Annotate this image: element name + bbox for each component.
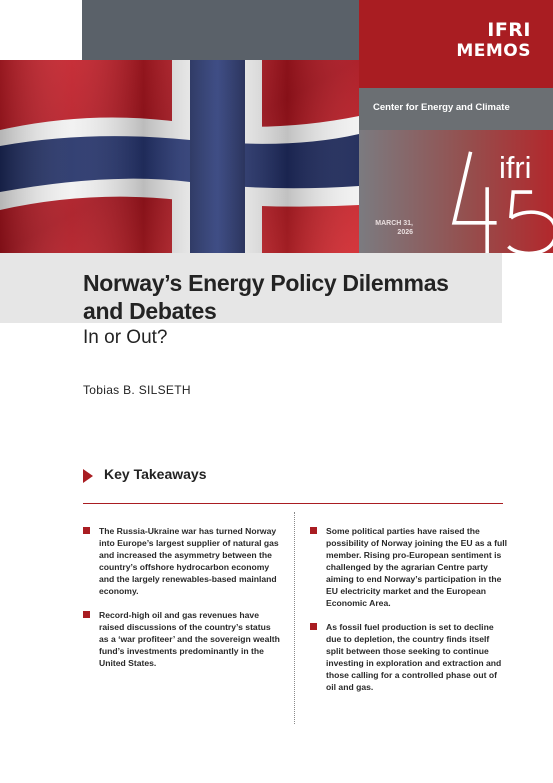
takeaway-text: The Russia-Ukraine war has turned Norway into Europe’s largest supplier of natural gas and increased the asymmetry between the country’s offshore hydrocarbon economy and the largely renewables-based mainland economy. [99, 526, 279, 596]
column-divider [294, 512, 295, 724]
page-subtitle: In or Out? [83, 327, 168, 348]
bullet-square-icon [83, 611, 90, 618]
takeaway-item [83, 525, 281, 597]
takeaway-text: As fossil fuel production is set to decline due to depletion, the country finds itself split between those seeking to continue investing in exploration and extraction and those calling for a controlled phase out of oil and gas. [326, 622, 502, 692]
ifri-45-logo [415, 140, 532, 244]
key-takeaways-rule [83, 503, 503, 504]
takeaways-right-column [310, 525, 508, 705]
center-banner [359, 88, 553, 130]
page-title: Norway’s Energy Policy Dilemmas and Debates [83, 270, 449, 324]
key-takeaways-title: Key Takeaways [104, 466, 207, 482]
brand-ifri: IFRI [487, 19, 531, 41]
ifri-45-logo-graphic [415, 140, 553, 253]
date-line1: MARCH 31, [375, 220, 413, 227]
takeaway-item [310, 621, 508, 693]
arrow-right-icon [83, 469, 93, 483]
takeaways-left-column [83, 525, 281, 681]
publication-date [359, 219, 413, 237]
date-line2: 2026 [397, 229, 413, 236]
brand-memos: MEMOS [456, 41, 531, 61]
bullet-square-icon [83, 527, 90, 534]
header-grey-block [82, 0, 359, 60]
norway-flag-graphic [0, 60, 359, 253]
takeaway-text: Record-high oil and gas revenues have raised discussions of the country’s status as a ‘war profiteer’ and the sovereign wealth fund’s investments predominantly in the United States. [99, 610, 280, 668]
ifri-memos-banner [359, 0, 553, 88]
takeaway-text: Some political parties have raised the possibility of Norway joining the EU as a full member. Rising pro-European sentiment is challenged by the agrarian Centre party aiming to end Norway’s participation in the EU electricity market and the European Economic Area. [326, 526, 507, 608]
center-label: Center for Energy and Climate [373, 102, 510, 113]
norway-flag-image [0, 60, 359, 253]
logo-ifri-text: ifri [498, 149, 532, 185]
takeaway-item [83, 609, 281, 669]
author-name: Tobias B. SILSETH [83, 383, 191, 397]
bullet-square-icon [310, 527, 317, 534]
takeaway-item [310, 525, 508, 609]
bullet-square-icon [310, 623, 317, 630]
date-logo-block [359, 130, 553, 253]
